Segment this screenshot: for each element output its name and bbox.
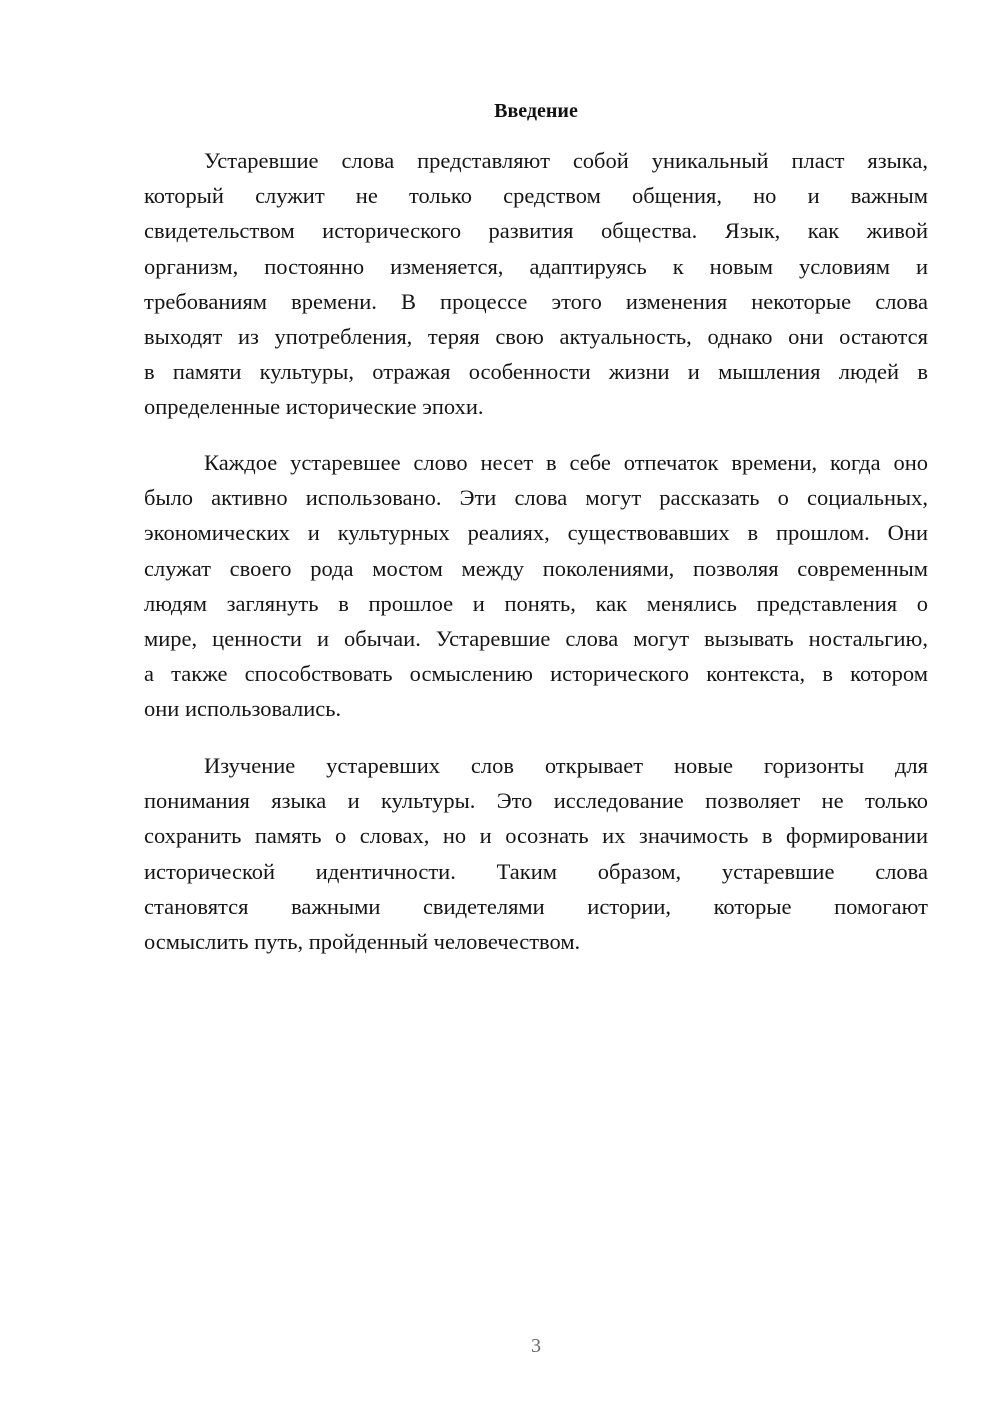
paragraph-line: мире, ценности и обычаи. Устаревшие слова могут вызывать ностальгию, xyxy=(144,626,928,652)
section-title: Введение xyxy=(494,100,578,122)
paragraph-line: который служит не только средством общения, но и важным xyxy=(144,183,928,209)
paragraph-line: служат своего рода мостом между поколениями, позволяя современным xyxy=(144,555,928,581)
paragraph-line: экономических и культурных реалиях, существовавших в прошлом. Они xyxy=(144,520,928,546)
paragraph-line: Изучение устаревших слов открывает новые горизонты для xyxy=(204,753,928,778)
paragraph-line: выходят из употребления, теряя свою актуальность, однако они остаются xyxy=(144,324,928,350)
paragraph-line: становятся важными свидетелями истории, которые помогают xyxy=(144,893,928,919)
paragraph-line: они использовались. xyxy=(144,696,342,722)
paragraph-3 xyxy=(144,748,928,959)
paragraph-2 xyxy=(144,445,928,727)
paragraph-line: требованиям времени. В процессе этого изменения некоторые слова xyxy=(144,288,928,314)
paragraph-line: определенные исторические эпохи. xyxy=(144,394,484,420)
paragraph-line: сохранить память о словах, но и осознать их значимость в формировании xyxy=(144,823,928,849)
paragraph-line: осмыслить путь, пройденный человечеством. xyxy=(144,929,581,955)
paragraph-line: исторической идентичности. Таким образом, устаревшие слова xyxy=(144,858,928,884)
page-number: 3 xyxy=(531,1335,541,1357)
paragraph-line: было активно использовано. Эти слова могут рассказать о социальных, xyxy=(144,485,928,511)
paragraph-line: понимания языка и культуры. Это исследование позволяет не только xyxy=(144,788,928,814)
paragraph-line: организм, постоянно изменяется, адаптируясь к новым условиям и xyxy=(144,253,928,279)
paragraph-line: людям заглянуть в прошлое и понять, как менялись представления о xyxy=(144,590,928,616)
paragraph-line: в памяти культуры, отражая особенности жизни и мышления людей в xyxy=(144,359,928,385)
paragraph-line: свидетельством исторического развития общества. Язык, как живой xyxy=(144,218,928,244)
paragraph-1 xyxy=(144,143,928,425)
paragraph-line: а также способствовать осмыслению исторического контекста, в котором xyxy=(144,661,928,687)
paragraph-line: Устаревшие слова представляют собой уникальный пласт языка, xyxy=(204,148,928,173)
paragraph-line: Каждое устаревшее слово несет в себе отпечаток времени, когда оно xyxy=(204,450,928,475)
